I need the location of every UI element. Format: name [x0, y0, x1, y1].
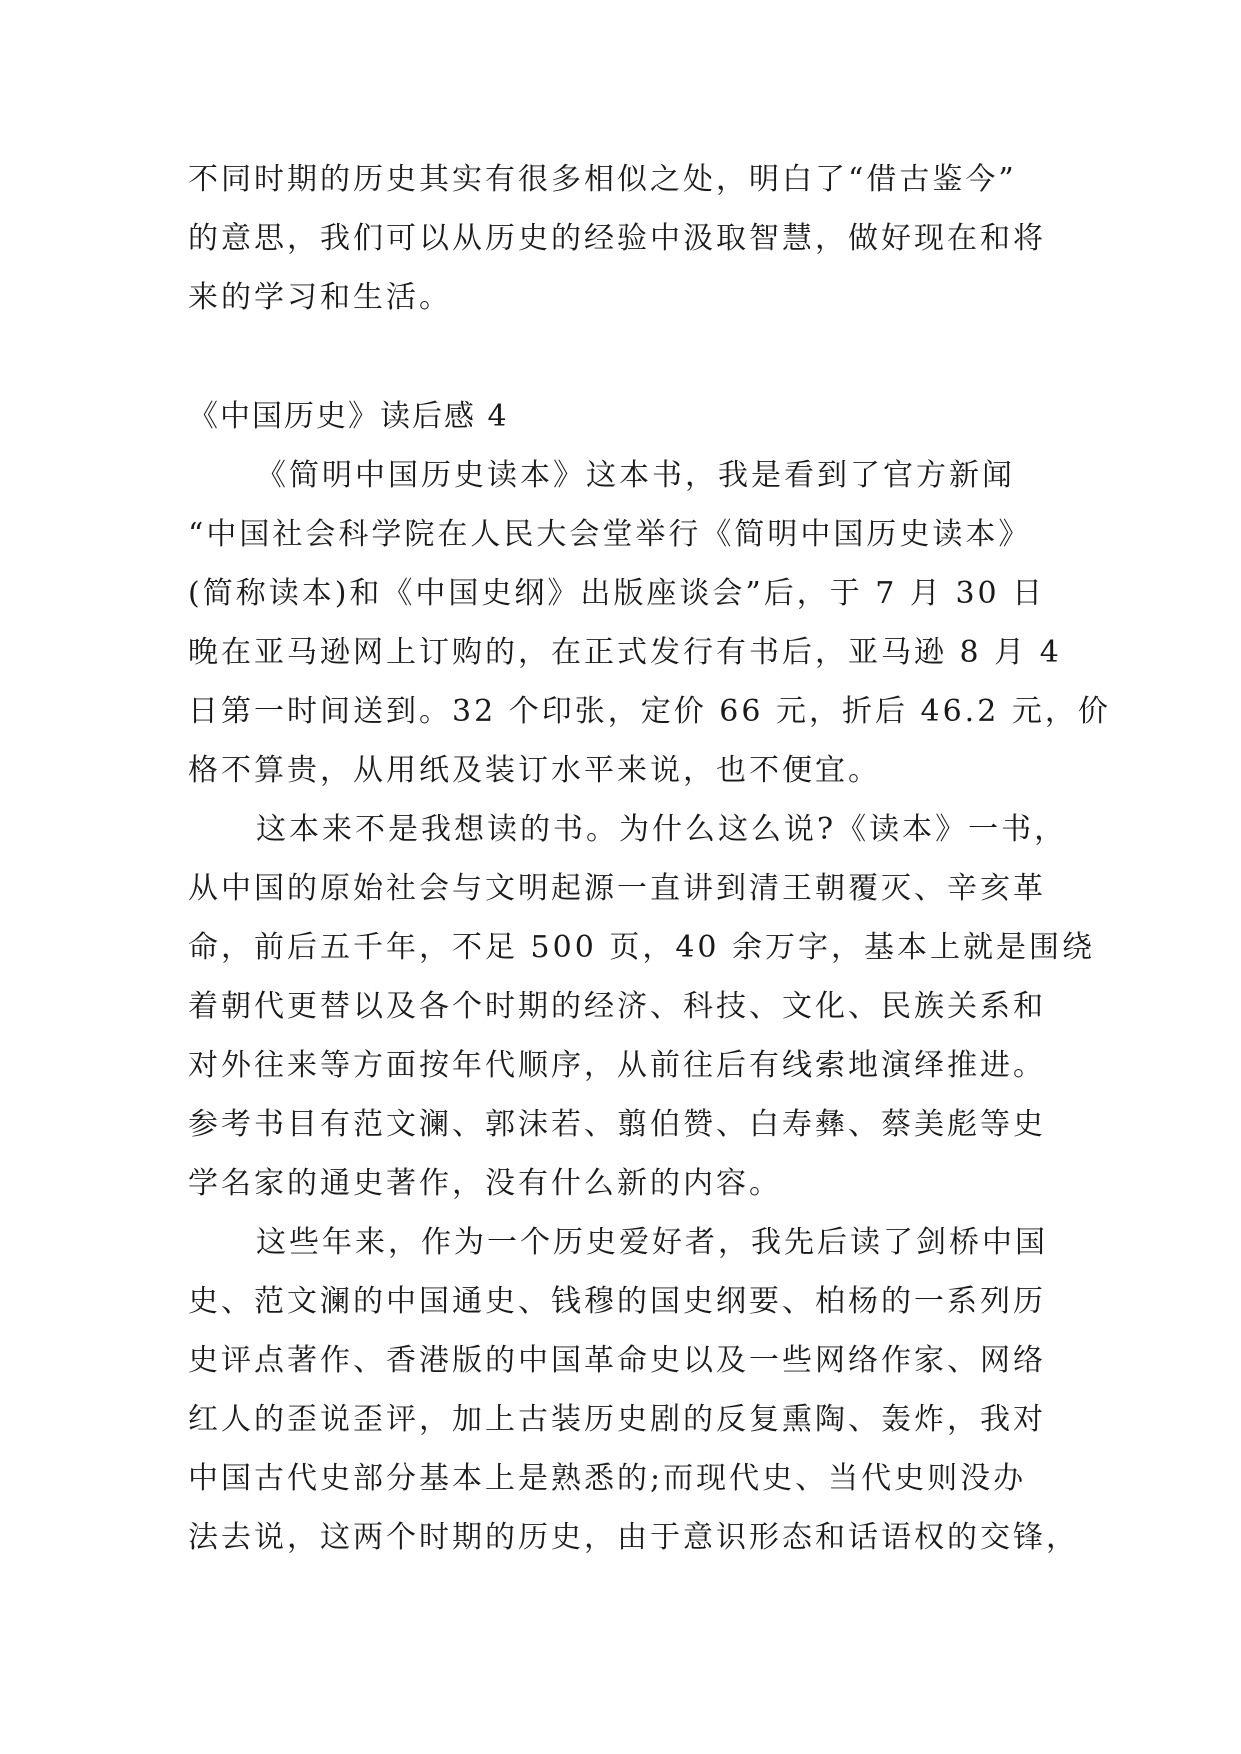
- text-line: 命，前后五千年，不足 500 页，40 余万字，基本上就是围绕: [188, 930, 1096, 965]
- text-line: 这些年来，作为一个历史爱好者，我先后读了剑桥中国: [256, 1225, 1048, 1260]
- text-line: 对外往来等方面按年代顺序，从前往后有线索地演绎推进。: [188, 1048, 1046, 1083]
- section-title: 《中国历史》读后感 4: [188, 399, 509, 434]
- paragraph-2: [188, 800, 1096, 1213]
- text-line: 红人的歪说歪评，加上古装历史剧的反复熏陶、轰炸，我对: [188, 1402, 1046, 1437]
- text-line: 格不算贵，从用纸及装订水平来说，也不便宜。: [188, 753, 881, 788]
- text-line: 从中国的原始社会与文明起源一直讲到清王朝覆灭、辛亥革: [188, 871, 1046, 906]
- document-page: [188, 150, 1111, 1567]
- text-line: 来的学习和生活。: [188, 280, 452, 315]
- text-line: 晚在亚马逊网上订购的，在正式发行有书后，亚马逊 8 月 4: [188, 635, 1062, 670]
- paragraph-1: [188, 446, 1111, 800]
- text-line: 史评点著作、香港版的中国革命史以及一些网络作家、网络: [188, 1343, 1046, 1378]
- paragraph-3: [188, 1213, 1079, 1567]
- text-line: 史、范文澜的中国通史、钱穆的国史纲要、柏杨的一系列历: [188, 1284, 1046, 1319]
- text-line: 的意思，我们可以从历史的经验中汲取智慧，做好现在和将: [188, 221, 1046, 256]
- text-line: (简称读本)和《中国史纲》出版座谈会”后，于 7 月 30 日: [188, 576, 1046, 611]
- text-line: 不同时期的历史其实有很多相似之处，明白了“借古鉴今”: [188, 162, 1017, 197]
- intro-paragraph: [188, 150, 1058, 327]
- text-line: 学名家的通史著作，没有什么新的内容。: [188, 1166, 782, 1201]
- text-line: 法去说，这两个时期的历史，由于意识形态和话语权的交锋，: [188, 1520, 1079, 1555]
- text-line: 着朝代更替以及各个时期的经济、科技、文化、民族关系和: [188, 989, 1046, 1024]
- text-line: 《简明中国历史读本》这本书，我是看到了官方新闻: [256, 458, 1015, 493]
- text-line: 参考书目有范文澜、郭沫若、翦伯赞、白寿彝、蔡美彪等史: [188, 1107, 1046, 1142]
- text-line: 日第一时间送到。32 个印张，定价 66 元，折后 46.2 元，价: [188, 694, 1111, 729]
- text-line: 中国古代史部分基本上是熟悉的;而现代史、当代史则没办: [188, 1461, 1027, 1496]
- text-line: “中国社会科学院在人民大会堂举行《简明中国历史读本》: [188, 517, 1032, 552]
- text-line: 这本来不是我想读的书。为什么这么说?《读本》一书，: [256, 812, 1068, 847]
